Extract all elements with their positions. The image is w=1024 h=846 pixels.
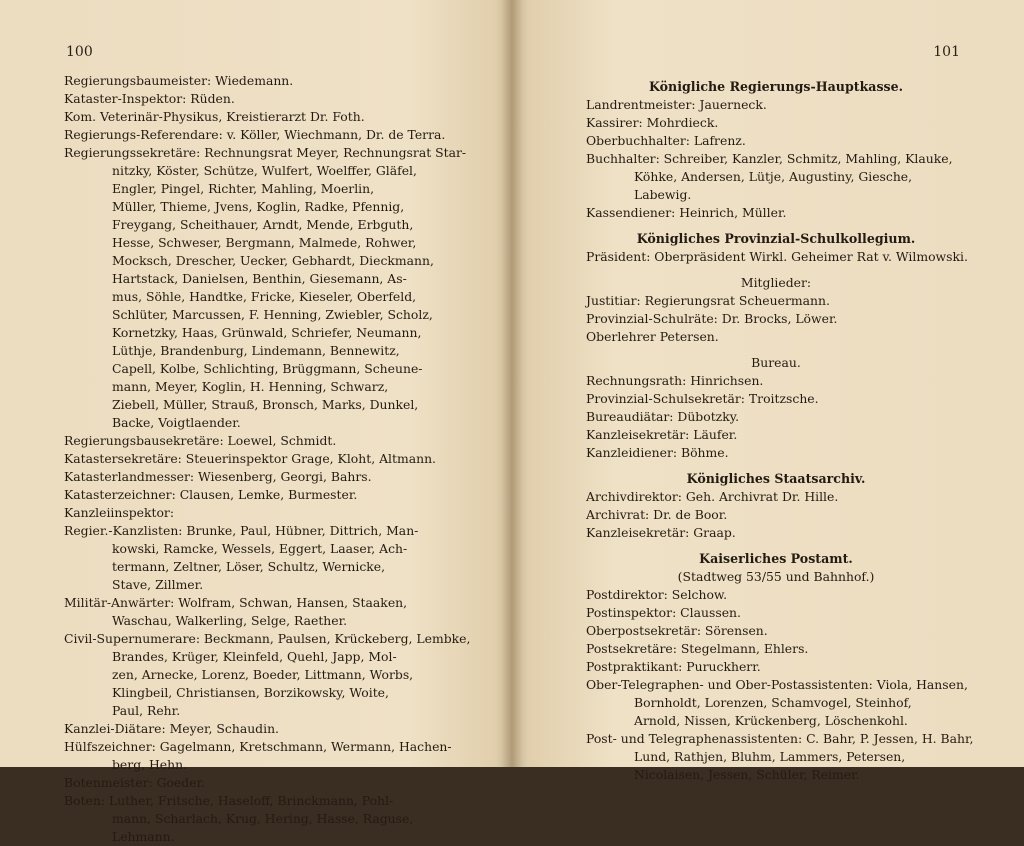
section-heading: Bureau. — [751, 355, 801, 370]
text-line: Postpraktikant: Puruckherr. — [586, 659, 761, 674]
text-line: Post- und Telegraphenassistenten: C. Bahr, P. Jessen, H. Bahr, — [586, 731, 974, 746]
text-line: Labewig. — [634, 187, 692, 202]
text-line: Arnold, Nissen, Krückenberg, Löschenkohl. — [634, 713, 908, 728]
text-line: Hartstack, Danielsen, Benthin, Giesemann, As- — [112, 271, 407, 286]
text-line: Regierungsbaumeister: Wiedemann. — [64, 73, 294, 88]
text-line: Bureaudiätar: Dübotzky. — [586, 409, 740, 424]
text-line: zen, Arnecke, Lorenz, Boeder, Littmann, Worbs, — [112, 667, 414, 682]
text-line: Bornholdt, Lorenzen, Schamvogel, Steinhof, — [634, 695, 912, 710]
text-line: Regierungssekretäre: Rechnungsrat Meyer, Rechnungsrat Star- — [64, 145, 467, 160]
text-line: Lund, Rathjen, Bluhm, Lammers, Petersen, — [634, 749, 906, 764]
text-line: Lehmann. — [112, 829, 175, 844]
text-line: Kanzlei-Diätare: Meyer, Schaudin. — [64, 721, 279, 736]
text-line: Capell, Kolbe, Schlichting, Brüggmann, Scheune- — [112, 361, 423, 376]
text-line: Postdirektor: Selchow. — [586, 587, 728, 602]
text-line: Justitiar: Regierungsrat Scheuermann. — [586, 293, 830, 308]
section-heading: Mitglieder: — [740, 275, 812, 290]
text-line: Hesse, Schweser, Bergmann, Malmede, Rohwer, — [112, 235, 417, 250]
text-line: Paul, Rehr. — [112, 703, 181, 718]
text-line: nitzky, Köster, Schütze, Wulfert, Woelffer, Gläfel, — [112, 163, 417, 178]
text-line: Schlüter, Marcussen, F. Henning, Zwiebler, Scholz, — [112, 307, 433, 322]
text-line: Mocksch, Drescher, Uecker, Gebhardt, Dieckmann, — [112, 253, 434, 268]
text-line: Botenmeister: Goeder. — [64, 775, 206, 790]
right-page-text — [586, 78, 974, 784]
text-line: Waschau, Walkerling, Selge, Raether. — [112, 613, 348, 628]
text-line: Backe, Voigtlaender. — [112, 415, 241, 430]
text-line: Katasterzeichner: Clausen, Lemke, Burmester. — [64, 487, 358, 502]
text-line: Oberlehrer Petersen. — [586, 329, 719, 344]
text-line: Lüthje, Brandenburg, Lindemann, Bennewitz, — [112, 343, 400, 358]
page-number: 101 — [933, 44, 960, 60]
text-line: Präsident: Oberpräsident Wirkl. Geheimer Rat v. Wilmowski. — [586, 249, 968, 264]
left-page — [0, 0, 512, 844]
text-line: Kanzleisekretär: Läufer. — [586, 427, 738, 442]
text-line: Buchhalter: Schreiber, Kanzler, Schmitz, Mahling, Klauke, — [586, 151, 953, 166]
section-heading: Königliches Staatsarchiv. — [686, 471, 866, 486]
text-line: Köhke, Andersen, Lütje, Augustiny, Giesche, — [634, 169, 913, 184]
text-line: Rechnungsrath: Hinrichsen. — [586, 373, 764, 388]
left-page-text — [64, 72, 474, 846]
text-line: Oberbuchhalter: Lafrenz. — [586, 133, 746, 148]
text-line: Freygang, Scheithauer, Arndt, Mende, Erbguth, — [112, 217, 414, 232]
text-line: Militär-Anwärter: Wolfram, Schwan, Hansen, Staaken, — [64, 595, 408, 610]
text-line: Ziebell, Müller, Strauß, Bronsch, Marks, Dunkel, — [112, 397, 419, 412]
section-subheading: (Stadtweg 53/55 und Bahnhof.) — [677, 569, 875, 584]
text-line: Katasterlandmesser: Wiesenberg, Georgi, Bahrs. — [64, 469, 372, 484]
text-line: Archivdirektor: Geh. Archivrat Dr. Hille. — [586, 489, 839, 504]
text-line: Nicolaisen, Jessen, Schüler, Reimer. — [634, 767, 860, 782]
text-line: Postsekretäre: Stegelmann, Ehlers. — [586, 641, 809, 656]
text-line: Kanzleidiener: Böhme. — [586, 445, 729, 460]
text-line: Provinzial-Schulräte: Dr. Brocks, Löwer. — [586, 311, 838, 326]
text-line: Postinspektor: Claussen. — [586, 605, 741, 620]
section-heading: Königliches Provinzial-Schulkollegium. — [636, 231, 916, 246]
text-line: Katastersekretäre: Steuerinspektor Grage, Kloht, Altmann. — [64, 451, 436, 466]
text-line: Kataster-Inspektor: Rüden. — [64, 91, 235, 106]
text-line: Müller, Thieme, Jvens, Koglin, Radke, Pfennig, — [112, 199, 405, 214]
text-line: Kornetzky, Haas, Grünwald, Schriefer, Neumann, — [112, 325, 422, 340]
text-line: Kanzleiinspektor: — [64, 505, 175, 520]
text-line: Kanzleisekretär: Graap. — [586, 525, 736, 540]
page-number: 100 — [66, 44, 93, 60]
text-line: Regier.-Kanzlisten: Brunke, Paul, Hübner, Dittrich, Man- — [64, 523, 419, 538]
text-line: Regierungsbausekretäre: Loewel, Schmidt. — [64, 433, 337, 448]
text-line: Kassirer: Mohrdieck. — [586, 115, 719, 130]
text-line: Oberpostsekretär: Sörensen. — [586, 623, 768, 638]
section-heading: Kaiserliches Postamt. — [699, 551, 853, 566]
text-line: Ober-Telegraphen- und Ober-Postassistenten: Viola, Hansen, — [586, 677, 968, 692]
text-line: Civil-Supernumerare: Beckmann, Paulsen, Krückeberg, Lembke, — [64, 631, 471, 646]
text-line: Regierungs-Referendare: v. Köller, Wiechmann, Dr. de Terra. — [64, 127, 446, 142]
text-line: mus, Söhle, Handtke, Fricke, Kieseler, Oberfeld, — [112, 289, 417, 304]
text-line: Hülfszeichner: Gagelmann, Kretschmann, Wermann, Hachen- — [64, 739, 452, 754]
text-line: Stave, Zillmer. — [112, 577, 204, 592]
text-line: Kom. Veterinär-Physikus, Kreistierarzt Dr. Foth. — [64, 109, 365, 124]
text-line: Landrentmeister: Jauerneck. — [586, 97, 767, 112]
text-line: Brandes, Krüger, Kleinfeld, Quehl, Japp, Mol- — [112, 649, 397, 664]
text-line: Archivrat: Dr. de Boor. — [586, 507, 728, 522]
right-page — [512, 0, 1024, 782]
text-line: Engler, Pingel, Richter, Mahling, Moerlin, — [112, 181, 375, 196]
text-line: Klingbeil, Christiansen, Borzikowsky, Woite, — [112, 685, 389, 700]
text-line: termann, Zeltner, Löser, Schultz, Wernicke, — [112, 559, 386, 574]
text-line: Provinzial-Schulsekretär: Troitzsche. — [586, 391, 819, 406]
section-heading: Königliche Regierungs-Hauptkasse. — [648, 79, 904, 94]
text-line: Boten: Luther, Fritsche, Haseloff, Brinckmann, Pohl- — [64, 793, 394, 808]
text-line: Kassendiener: Heinrich, Müller. — [586, 205, 787, 220]
text-line: kowski, Ramcke, Wessels, Eggert, Laaser, Ach- — [112, 541, 408, 556]
text-line: berg, Hehn. — [112, 757, 188, 772]
text-line: mann, Scharlach, Krug, Hering, Hasse, Raguse, — [112, 811, 414, 826]
text-line: mann, Meyer, Koglin, H. Henning, Schwarz, — [112, 379, 389, 394]
